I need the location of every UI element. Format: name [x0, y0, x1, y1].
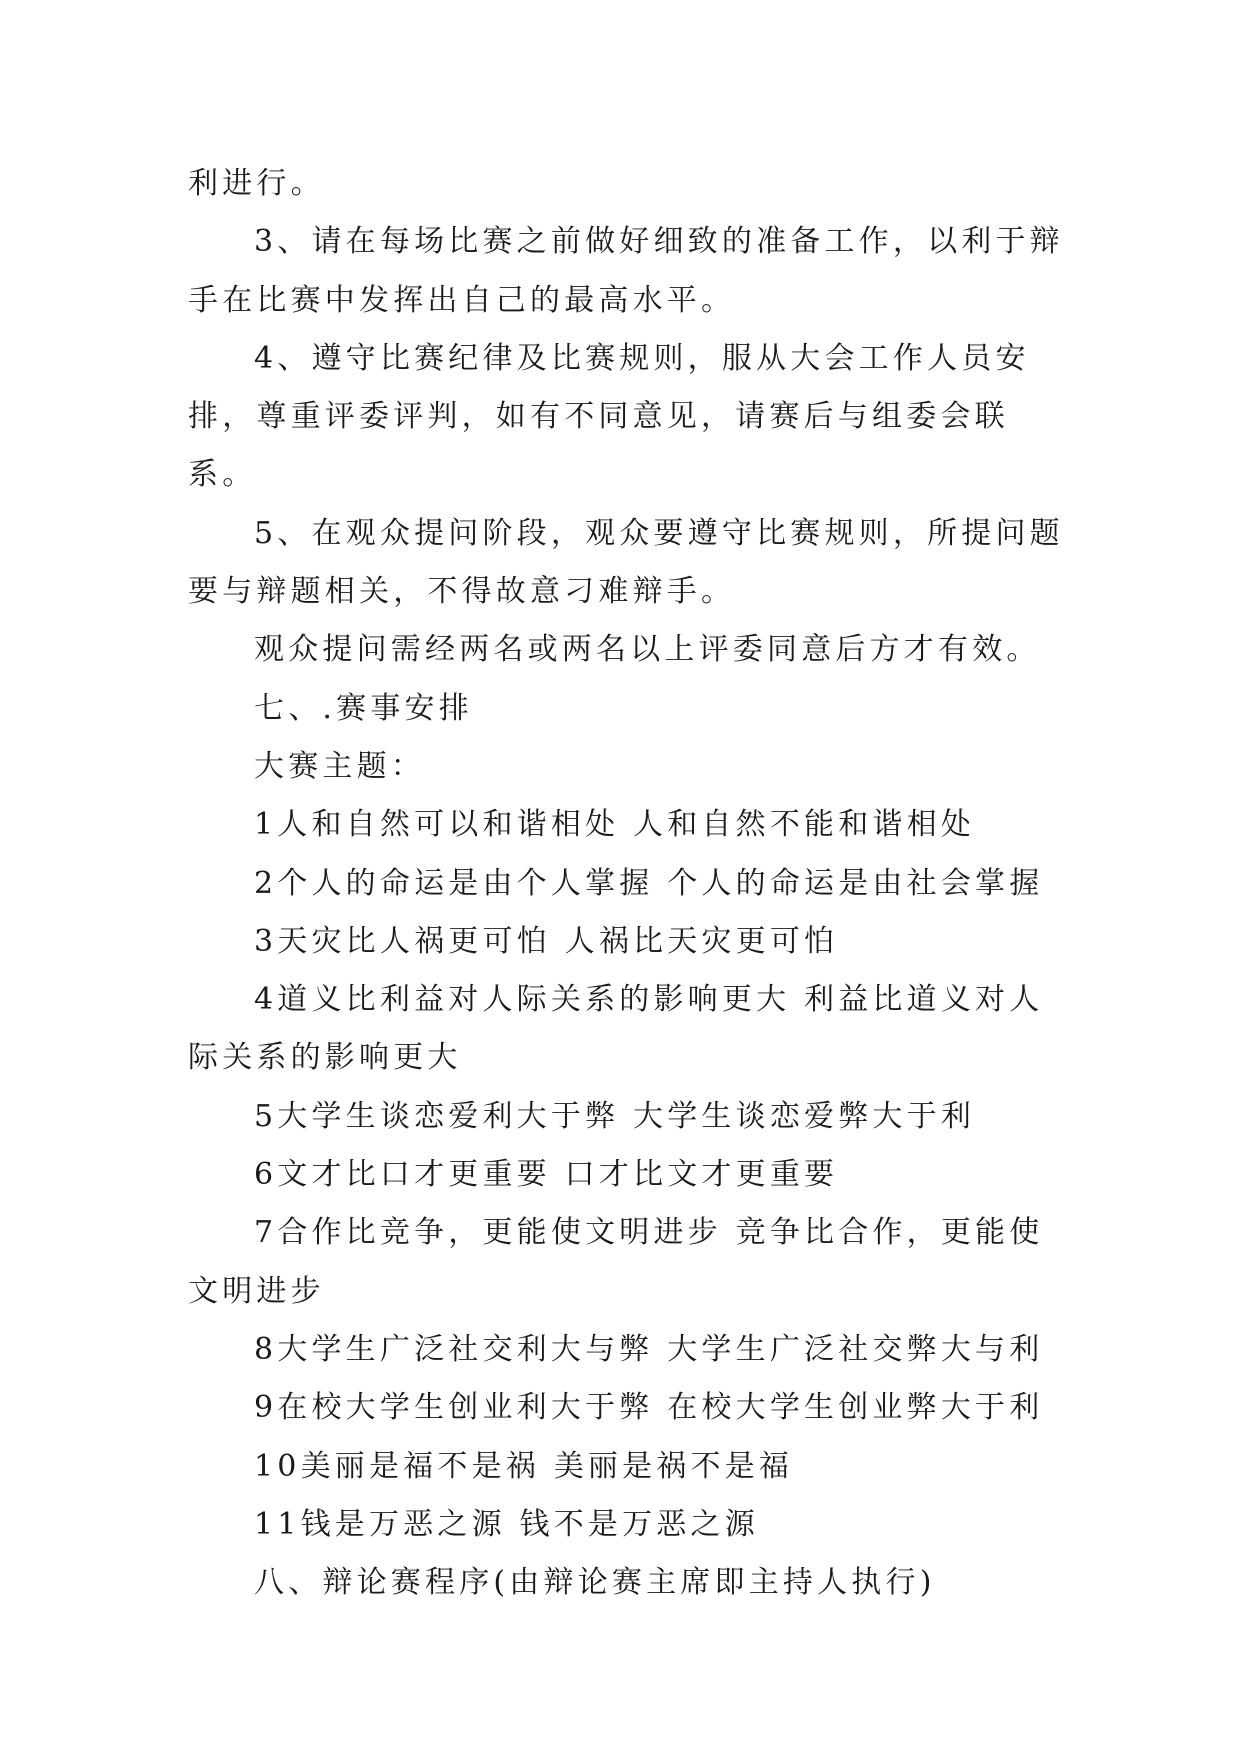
- topic-item: 9在校大学生创业利大于弊 在校大学生创业弊大于利: [254, 1390, 1044, 1426]
- topic-item: 10美丽是福不是祸 美丽是祸不是福: [254, 1448, 794, 1484]
- topic-item: 6文才比口才更重要 口才比文才更重要: [254, 1157, 839, 1193]
- document-body: [188, 155, 1068, 1612]
- paragraph: 4、遵守比赛纪律及比赛规则，服从大会工作人员安排，尊重评委评判，如有不同意见，请赛后与组委会联系。: [188, 340, 1030, 493]
- paragraph: 大赛主题：: [254, 748, 425, 784]
- paragraph: 3、请在每场比赛之前做好细致的准备工作，以利于辩手在比赛中发挥出自己的最高水平。: [188, 224, 1064, 318]
- topic-item: 1人和自然可以和谐相处 人和自然不能和谐相处: [254, 807, 976, 843]
- topic-item: 3天灾比人祸更可怕 人祸比天灾更可怕: [254, 923, 839, 959]
- topic-item: 7合作比竞争，更能使文明进步 竞争比合作，更能使文明进步: [188, 1215, 1044, 1309]
- section-heading: 七、.赛事安排: [254, 690, 473, 726]
- topic-item: 2个人的命运是由个人掌握 个人的命运是由社会掌握: [254, 865, 1044, 901]
- topic-item: 11钱是万恶之源 钱不是万恶之源: [254, 1506, 759, 1542]
- topic-item: 4道义比利益对人际关系的影响更大 利益比道义对人际关系的影响更大: [188, 982, 1044, 1076]
- section-heading: 八、辩论赛程序(由辩论赛主席即主持人执行): [254, 1565, 936, 1601]
- paragraph: 5、在观众提问阶段，观众要遵守比赛规则，所提问题要与辩题相关，不得故意刁难辩手。: [188, 515, 1064, 610]
- paragraph: 利进行。: [188, 166, 325, 201]
- topic-item: 8大学生广泛社交利大与弊 大学生广泛社交弊大与利: [254, 1331, 1044, 1367]
- paragraph: 观众提问需经两名或两名以上评委同意后方才有效。: [254, 632, 1041, 668]
- topic-item: 5大学生谈恋爱利大于弊 大学生谈恋爱弊大于利: [254, 1098, 976, 1134]
